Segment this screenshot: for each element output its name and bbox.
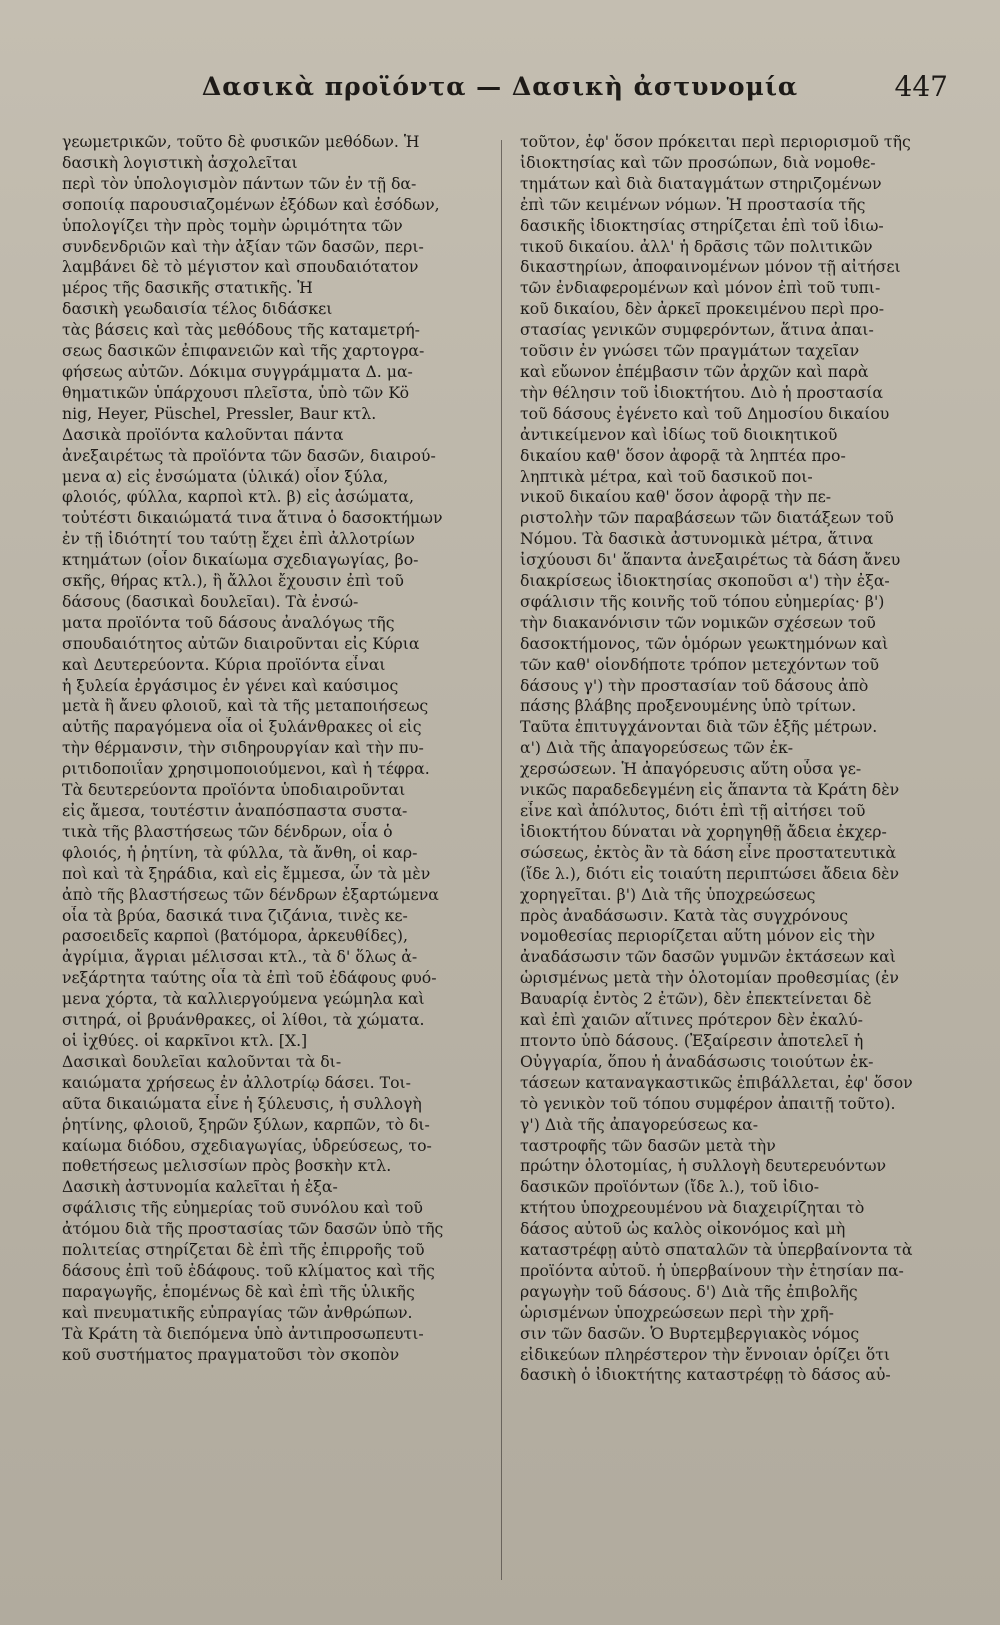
page-number: 447 <box>894 70 948 103</box>
text-line: ρασοειδεῖς καρποὶ (βατόμορα, ἀρκευθίδες), <box>62 926 408 946</box>
text-line: τὴν θέρμανσιν, τὴν σιδηρουργίαν καὶ τὴν πυ- <box>62 738 424 758</box>
left-column <box>62 132 492 1365</box>
text-line: νικοῦ δικαίου καθ' ὅσον ἀφορᾷ τὴν πε- <box>520 487 832 507</box>
text-line: τῶν καθ' οἱονδήποτε τρόπον μετεχόντων τοῦ <box>520 654 879 674</box>
text-line: ποθετήσεως μελισσίων πρὸς βοσκὴν κτλ. <box>62 1156 392 1176</box>
text-line: ἀτόμου διὰ τῆς προστασίας τῶν δασῶν ὑπὸ τῆς <box>62 1219 444 1239</box>
text-line: νεξάρτητα ταύτης οἷα τὰ ἐπὶ τοῦ ἐδάφους φυό- <box>62 968 437 988</box>
text-line: Ταῦτα ἐπιτυγχάνονται διὰ τῶν ἑξῆς μέτρων. <box>520 717 878 737</box>
text-line: (ἴδε λ.), διότι εἰς τοιαύτη περιπτώσει ἄδεια δὲν <box>520 863 900 883</box>
text-line: τικοῦ δικαίου. ἀλλ' ἡ δρᾶσις τῶν πολιτικῶν <box>520 236 873 256</box>
text-line: δάσους γ') τὴν προστασίαν τοῦ δάσους ἀπὸ <box>520 675 869 695</box>
text-line: εἶνε καὶ ἀπόλυτος, διότι ἐπὶ τῇ αἰτήσει τοῦ <box>520 801 866 820</box>
text-line: γ') Διὰ τῆς ἀπαγορεύσεως κα- <box>520 1114 759 1134</box>
text-line: παραγωγῆς, ἑπομένως δὲ καὶ ἐπὶ τῆς ὑλικῆς <box>62 1281 415 1301</box>
text-line: πτοντο ὑπὸ δάσους. (Ἐξαίρεσιν ἀποτελεῖ ἡ <box>520 1030 864 1050</box>
running-title: Δασικὰ προϊόντα — Δασικὴ ἀστυνομία <box>201 72 799 101</box>
text-line: nig, Heyer, Püschel, Pressler, Baur κτλ. <box>62 403 377 423</box>
text-line: καιώματα χρήσεως ἐν ἀλλοτρίῳ δάσει. Τοι- <box>62 1072 411 1092</box>
text-line: Τὰ Κράτη τὰ διεπόμενα ὑπὸ ἀντιπροσωπευτι- <box>62 1323 424 1343</box>
text-line: σοποιίᾳ παρουσιαζομένων ἐξόδων καὶ ἐσόδων, <box>62 194 440 214</box>
text-line: α') Διὰ τῆς ἀπαγορεύσεως τῶν ἐκ- <box>520 738 794 758</box>
text-line: Νόμου. Τὰ δασικὰ ἀστυνομικὰ μέτρα, ἅτινα <box>520 529 874 549</box>
text-line: φήσεως αὐτῶν. Δόκιμα συγγράμματα Δ. μα- <box>62 361 413 381</box>
text-line: ἀναδάσωσιν τῶν δασῶν γυμνῶν ἐκτάσεων καὶ <box>520 947 896 967</box>
page-header <box>0 72 1000 112</box>
text-line: ὑπολογίζει τὴν πρὸς τομὴν ὡριμότητα τῶν <box>62 215 403 235</box>
text-line: ἐπὶ τῶν κειμένων νόμων. Ἡ προστασία τῆς <box>520 194 866 214</box>
text-line: ἀγρίμια, ἄγριαι μέλισσαι κτλ., τὰ δ' ὅλως ἀ- <box>62 947 418 967</box>
text-line: ἀντικείμενον καὶ ἰδίως τοῦ διοικητικοῦ <box>520 424 838 444</box>
text-line: τικὰ τῆς βλαστήσεως τῶν δένδρων, οἷα ὁ <box>62 821 393 841</box>
text-line: ταστροφῆς τῶν δασῶν μετὰ τὴν <box>520 1135 776 1155</box>
text-line: ῥητίνης, φλοιοῦ, ξηρῶν ξύλων, καρπῶν, τὸ δι- <box>62 1114 430 1134</box>
text-line: ραγωγὴν τοῦ δάσους. δ') Διὰ τῆς ἐπιβολῆς <box>520 1281 858 1301</box>
text-line: δάσους ἐπὶ τοῦ ἐδάφους. τοῦ κλίματος καὶ τῆς <box>62 1260 435 1280</box>
text-line: σκῆς, θήρας κτλ.), ἢ ἄλλοι ἔχουσιν ἐπὶ τοῦ <box>62 571 404 591</box>
text-line: χορηγεῖται. β') Διὰ τῆς ὑποχρεώσεως <box>520 884 816 904</box>
text-line: ἰσχύουσι δι' ἅπαντα ἀνεξαιρέτως τὰ δάση ἄνευ <box>520 550 901 570</box>
text-line: συνδενδριῶν καὶ τὴν ἀξίαν τῶν δασῶν, περι- <box>62 236 424 256</box>
text-line: ἡ ξυλεία ἐργάσιμος ἐν γένει καὶ καύσιμος <box>62 675 399 695</box>
text-line: μετὰ ἢ ἄνευ φλοιοῦ, καὶ τὰ τῆς μεταποιήσεως <box>62 696 429 716</box>
text-line: Τὰ δευτερεύοντα προϊόντα ὑποδιαιροῦνται <box>62 780 406 800</box>
text-line: τὴν διακανόνισιν τῶν νομικῶν σχέσεων τοῦ <box>520 612 876 632</box>
text-line: εἰς ἄμεσα, τουτέστιν ἀναπόσπαστα συστα- <box>62 801 408 820</box>
text-line: πρώτην ὁλοτομίας, ἡ συλλογὴ δευτερευόντων <box>520 1156 887 1176</box>
text-line: περὶ τὸν ὑπολογισμὸν πάντων τῶν ἐν τῇ δα- <box>62 173 417 193</box>
text-line: σπουδαιότητος αὐτῶν διαιροῦνται εἰς Κύρια <box>62 633 420 653</box>
text-line: κοῦ δικαίου, δὲν ἀρκεῖ προκειμένου περὶ προ- <box>520 299 885 319</box>
text-line: σφάλισις τῆς εὐημερίας τοῦ συνόλου καὶ τοῦ <box>62 1198 423 1218</box>
text-line: Δασικὴ ἀστυνομία καλεῖται ἡ ἐξα- <box>62 1177 338 1197</box>
text-line: πρὸς ἀναδάσωσιν. Κατὰ τὰς συγχρόνους <box>520 905 849 925</box>
text-line: προϊόντα αὐτοῦ. ἡ ὑπερβαίνουν τὴν ἐτησίαν πα- <box>520 1260 904 1280</box>
text-line: δασικῆς ἰδιοκτησίας στηρίζεται ἐπὶ τοῦ ἰδιω- <box>520 215 884 235</box>
text-line: Δασικαὶ δουλεῖαι καλοῦνται τὰ δι- <box>62 1051 342 1071</box>
text-line: στασίας γενικῶν συμφερόντων, ἅτινα ἀπαι- <box>520 320 874 340</box>
text-line: αὐτῆς παραγόμενα οἷα οἱ ξυλάνθρακες οἱ εἰς <box>62 717 422 737</box>
text-line: νομοθεσίας περιορίζεται αὕτη μόνον εἰς τὴν <box>520 926 876 946</box>
text-line: τῶν ἐνδιαφερομένων καὶ μόνον ἐπὶ τοῦ τυπι- <box>520 278 881 298</box>
text-line: πάσης βλάβης προξενουμένης ὑπὸ τρίτων. <box>520 696 857 716</box>
text-line: τοῦ δάσους ἐγένετο καὶ τοῦ Δημοσίου δικαίου <box>520 403 890 423</box>
text-line: καὶ εὔωνον ἐπέμβασιν τῶν ἀρχῶν καὶ παρὰ <box>520 361 869 381</box>
text-line: δασικὴ λογιστικὴ ἀσχολεῖται <box>62 152 298 172</box>
text-line: καὶ ἐπὶ χαιῶν αἵτινες πρότερον δὲν ἐκαλύ- <box>520 1010 863 1030</box>
text-line: ὡρισμένων ὑποχρεώσεων περὶ τὴν χρῆ- <box>520 1302 834 1322</box>
text-line: κτήτου ὑποχρεουμένου νὰ διαχειρίζηται τὸ <box>520 1198 865 1218</box>
text-line: ποὶ καὶ τὰ ξηράδια, καὶ εἰς ἔμμεσα, ὧν τὰ μὲν <box>62 863 431 883</box>
text-line: ἰδιοκτησίας καὶ τῶν προσώπων, διὰ νομοθε- <box>520 152 876 172</box>
text-line: αῦτα δικαιώματα εἶνε ἡ ξύλευσις, ἡ συλλογὴ <box>62 1093 422 1113</box>
text-line: ἐν τῇ ἰδιότητί του ταύτῃ ἔχει ἐπὶ ἀλλοτρίων <box>62 529 415 549</box>
text-line: οἷα τὰ βρύα, δασικά τινα ζιζάνια, τινὲς κε- <box>62 905 408 925</box>
text-line: τοὐτέστι δικαιώματά τινα ἅτινα ὁ δασοκτήμων <box>62 508 443 528</box>
text-line: κοῦ συστήματος πραγματοῦσι τὸν σκοπὸν <box>62 1344 400 1364</box>
text-line: ληπτικὰ μέτρα, καὶ τοῦ δασικοῦ ποι- <box>520 466 813 486</box>
text-line: δασοκτήμονος, τῶν ὁμόρων γεωκτημόνων καὶ <box>520 633 889 653</box>
text-line: οἱ ἰχθύες. οἱ καρκῖνοι κτλ. [Χ.] <box>62 1030 308 1050</box>
text-line: δικαίου καθ' ὅσον ἀφορᾷ τὰ ληπτέα προ- <box>520 445 846 465</box>
text-line: σιν τῶν δασῶν. Ὁ Βυρτεμβεργιακὸς νόμος <box>520 1323 860 1343</box>
text-line: νικῶς παραδεδεγμένη εἰς ἅπαντα τὰ Κράτη δὲν <box>520 780 900 800</box>
text-line: δάσους (δασικαὶ δουλεῖαι). Τὰ ἐνσώ- <box>62 591 359 611</box>
text-line: πολιτείας στηρίζεται δὲ ἐπὶ τῆς ἐπιρροῆς τοῦ <box>62 1240 425 1260</box>
text-line: διακρίσεως ἰδιοκτησίας σκοποῦσι α') τὴν ἐξα- <box>520 571 890 591</box>
text-line: δασικὴ ὁ ἰδιοκτήτης καταστρέφῃ τὸ δάσος αὐ- <box>520 1365 891 1385</box>
text-line: σφάλισιν τῆς κοινῆς τοῦ τόπου εὐημερίας· β') <box>520 591 885 611</box>
column-divider <box>501 140 502 1580</box>
text-line: Οὐγγαρία, ὅπου ἡ ἀναδάσωσις τοιούτων ἐκ- <box>520 1051 874 1071</box>
text-line: μενα α) εἰς ἐνσώματα (ὑλικά) οἷον ξύλα, <box>62 466 389 486</box>
text-line: καταστρέφῃ αὐτὸ σπαταλῶν τὰ ὑπερβαίνοντα τὰ <box>520 1240 913 1260</box>
text-line: τημάτων καὶ διὰ διαταγμάτων στηριζομένων <box>520 173 882 193</box>
text-line: δασικὴ γεωδαισία τέλος διδάσκει <box>62 299 333 319</box>
text-line: εἰδικεύων πληρέστερον τὴν ἔννοιαν ὁρίζει ὅτι <box>520 1344 891 1364</box>
text-line: φλοιός, ἡ ῥητίνη, τὰ φύλλα, τὰ ἄνθη, οἱ καρ- <box>62 842 418 862</box>
text-line: ὡρισμένως μετὰ τὴν ὁλοτομίαν προθεσμίας (ἐν <box>520 968 899 988</box>
text-line: τοῦτον, ἐφ' ὅσον πρόκειται περὶ περιορισμοῦ τῆς <box>520 132 911 151</box>
text-line: χερσώσεων. Ἡ ἀπαγόρευσις αὕτη οὖσα γε- <box>520 759 862 779</box>
text-line: γεωμετρικῶν, τοῦτο δὲ φυσικῶν μεθόδων. Ἡ <box>62 132 420 151</box>
text-line: τάσεων καταναγκαστικῶς ἐπιβάλλεται, ἐφ' ὅσον <box>520 1072 913 1092</box>
text-line: ριτιδοποιΐαν χρησιμοποιούμενοι, καὶ ἡ τέφρα. <box>62 759 430 779</box>
text-line: κτημάτων (οἷον δικαίωμα σχεδιαγωγίας, βο- <box>62 550 419 570</box>
text-line: τὴν θέλησιν τοῦ ἰδιοκτήτου. Διὸ ἡ προστασία <box>520 382 883 402</box>
text-line: σώσεως, ἐκτὸς ἂν τὰ δάση εἶνε προστατευτικὰ <box>520 842 896 862</box>
text-line: ἀπὸ τῆς βλαστήσεως τῶν δένδρων ἐξαρτώμενα <box>62 884 439 904</box>
text-line: μέρος τῆς δασικῆς στατικῆς. Ἡ <box>62 278 313 298</box>
text-line: φλοιός, φύλλα, καρποὶ κτλ. β) εἰς ἀσώματα, <box>62 487 414 507</box>
text-line: ἀνεξαιρέτως τὰ προϊόντα τῶν δασῶν, διαιρού- <box>62 445 436 465</box>
text-line: δασικῶν προϊόντων (ἴδε λ.), τοῦ ἰδιο- <box>520 1177 820 1197</box>
text-line: τὰς βάσεις καὶ τὰς μεθόδους τῆς καταμετρή- <box>62 320 420 340</box>
text-line: θηματικῶν ὑπάρχουσι πλεῖστα, ὑπὸ τῶν Kö <box>62 382 410 402</box>
text-line: σεως δασικῶν ἐπιφανειῶν καὶ τῆς χαρτογρα- <box>62 341 425 361</box>
text-line: ριστολὴν τῶν παραβάσεων τῶν διατάξεων τοῦ <box>520 508 894 528</box>
text-line: τοῦσιν ἐν γνώσει τῶν πραγμάτων ταχεῖαν <box>520 341 860 361</box>
text-line: μενα χόρτα, τὰ καλλιεργούμενα γεώμηλα καὶ <box>62 989 425 1009</box>
text-line: καὶ πνευματικῆς εὐπραγίας τῶν ἀνθρώπων. <box>62 1302 413 1322</box>
right-column <box>520 132 950 1386</box>
text-line: σιτηρά, οἱ βρυάνθρακες, οἱ λίθοι, τὰ χώματα. <box>62 1010 425 1030</box>
text-line: ματα προϊόντα τοῦ δάσους ἀναλόγως τῆς <box>62 612 395 632</box>
text-line: δικαστηρίων, ἀποφαινομένων μόνον τῇ αἰτήσει <box>520 257 901 277</box>
text-line: καὶ Δευτερεύοντα. Κύρια προϊόντα εἶναι <box>62 654 386 674</box>
text-line: καίωμα διόδου, σχεδιαγωγίας, ὑδρεύσεως, το- <box>62 1135 432 1155</box>
text-line: Βαυαρίᾳ ἐντὸς 2 ἐτῶν), δὲν ἐπεκτείνεται δὲ <box>520 989 872 1009</box>
text-line: δάσος αὐτοῦ ὡς καλὸς οἰκονόμος καὶ μὴ <box>520 1219 846 1239</box>
text-line: ἰδιοκτήτου δύναται νὰ χορηγηθῇ ἄδεια ἐκχερ- <box>520 821 887 841</box>
text-line: λαμβάνει δὲ τὸ μέγιστον καὶ σπουδαιότατον <box>62 257 419 277</box>
text-line: τὸ γενικὸν τοῦ τόπου συμφέρον ἀπαιτῇ τοῦτο). <box>520 1093 896 1113</box>
text-line: Δασικὰ προϊόντα καλοῦνται πάντα <box>62 424 344 444</box>
